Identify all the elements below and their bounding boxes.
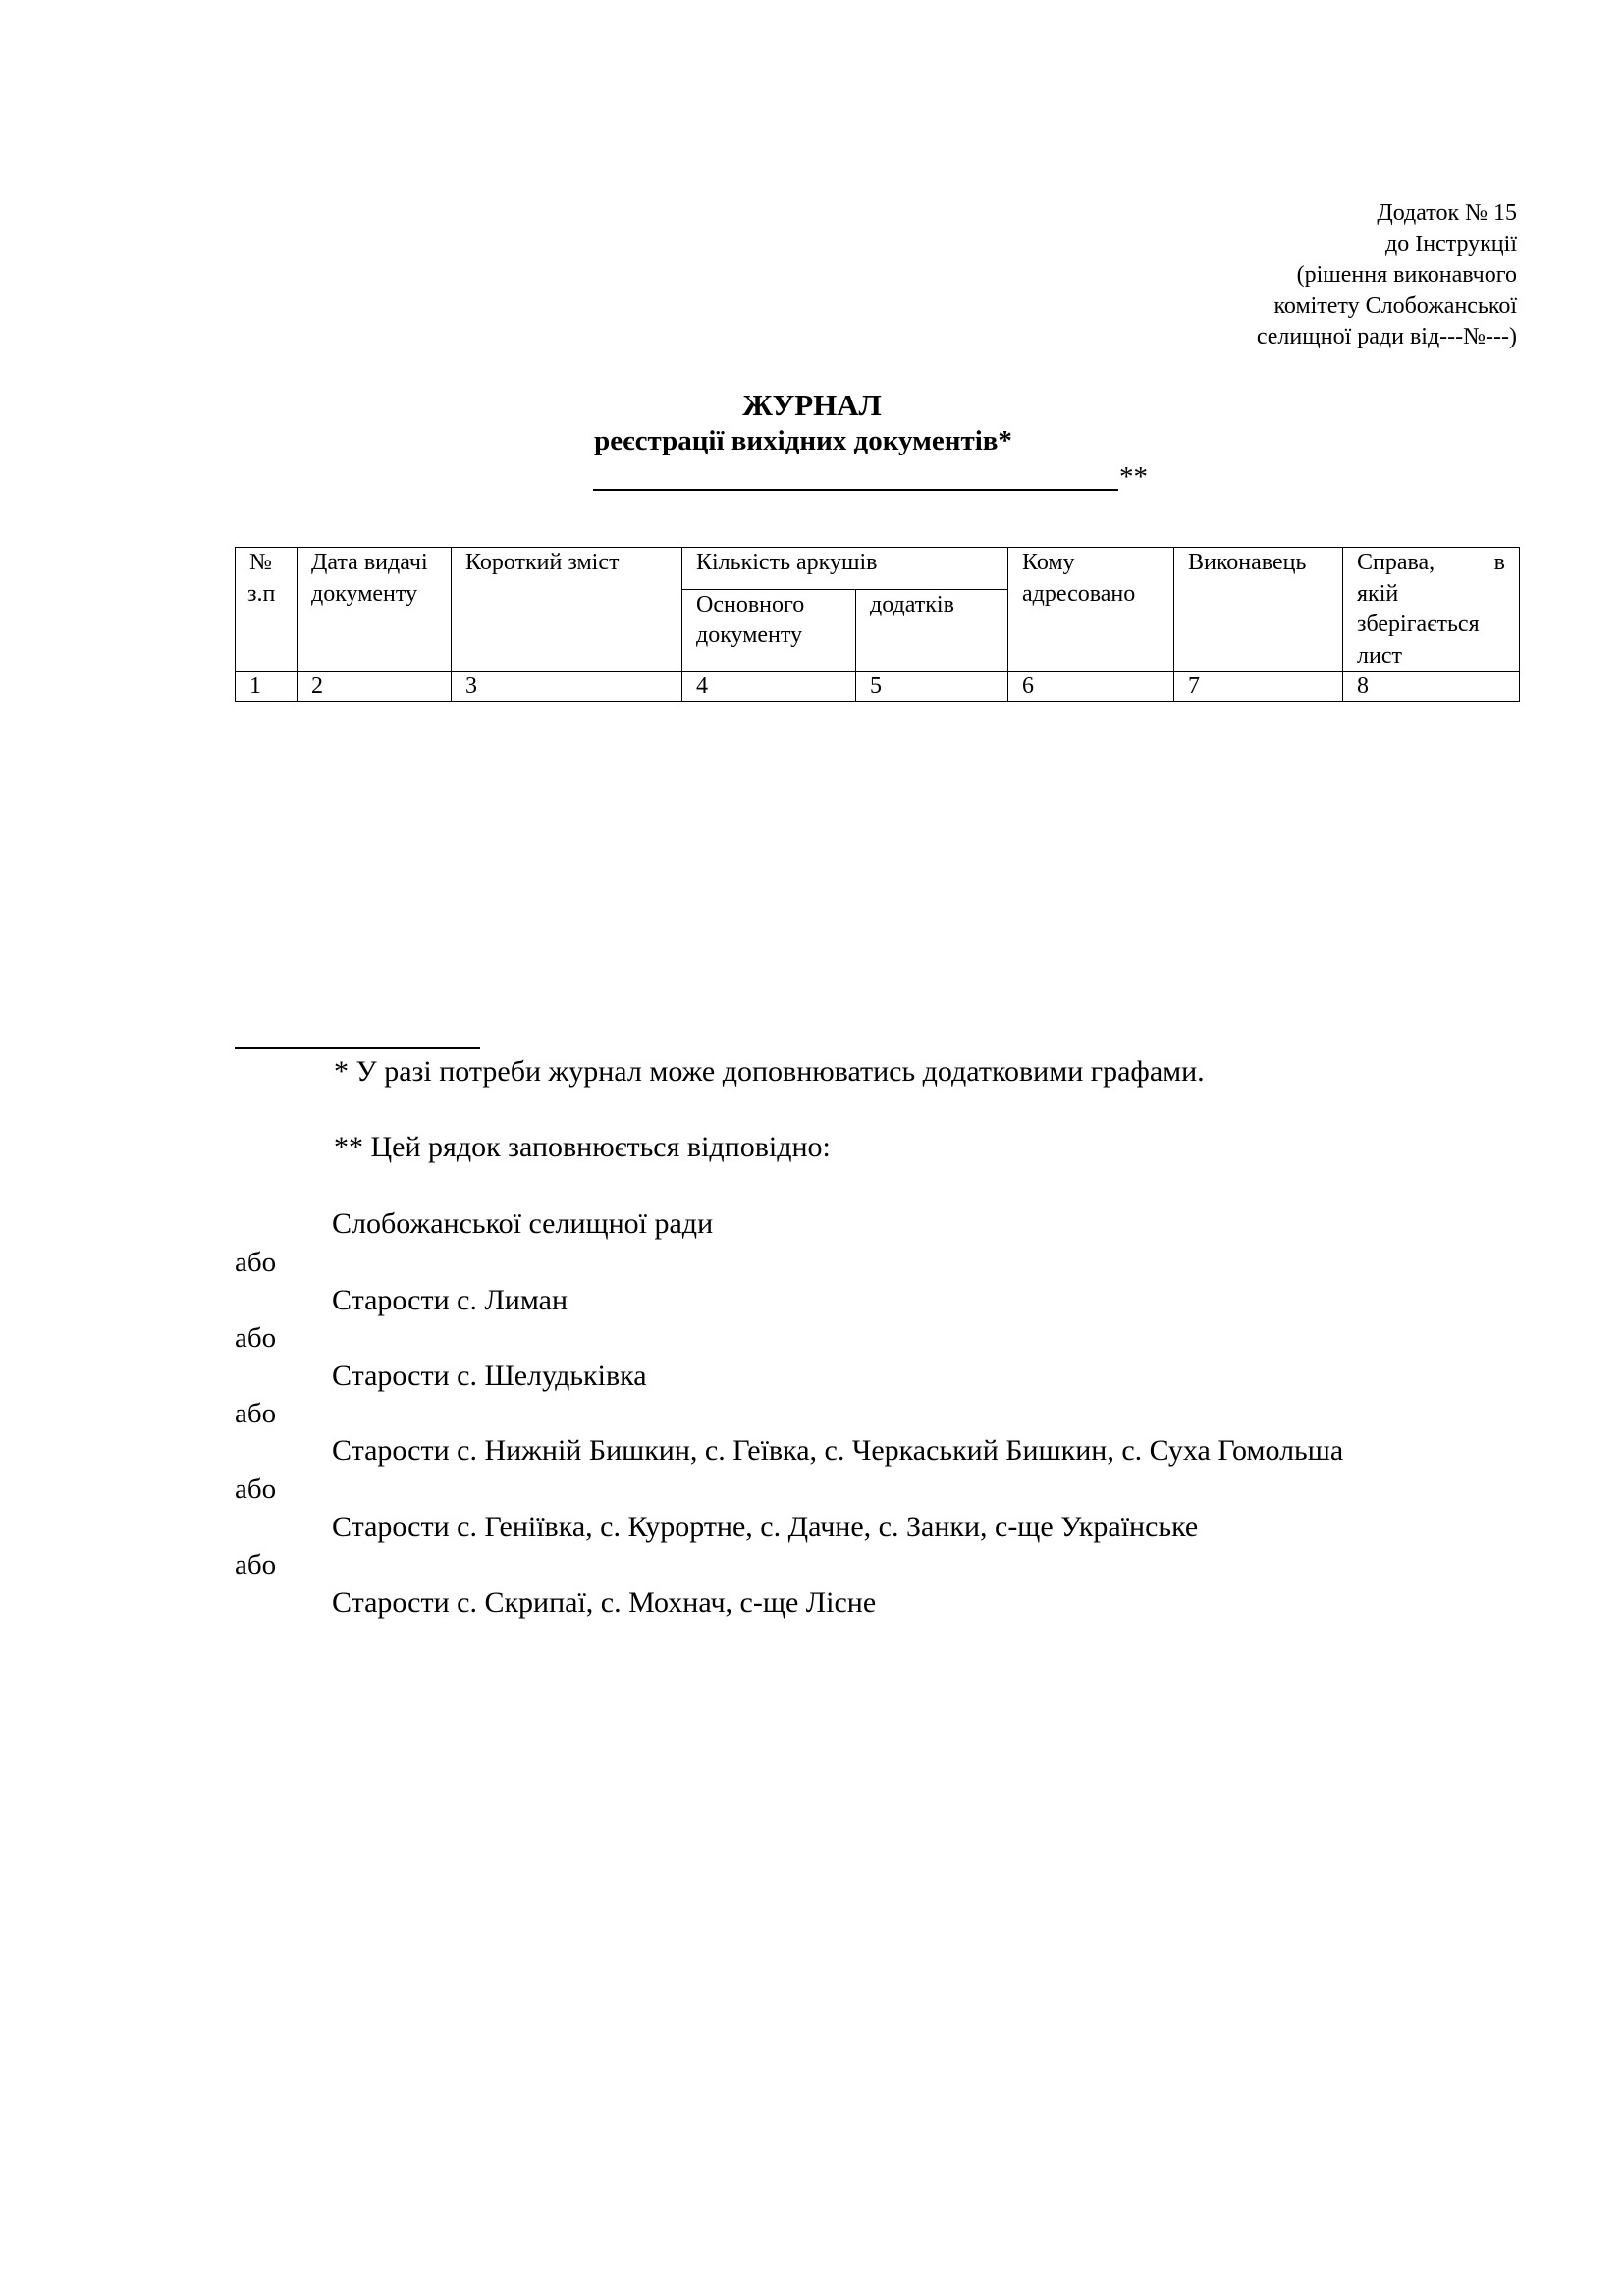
or-word: або bbox=[235, 1549, 277, 1580]
option-line: Старости с. Геніївка, с. Курортне, с. Дачне, с. Занки, с-ще Українське bbox=[332, 1511, 1199, 1543]
appendix-line: комітету Слобожанської bbox=[1273, 293, 1517, 319]
document-title bbox=[0, 388, 1624, 458]
header-sheet-count: Кількість аркушів bbox=[682, 548, 1008, 590]
title-subtitle: реєстрації вихідних документів* bbox=[594, 425, 1012, 456]
option-line: Слобожанської селищної ради bbox=[332, 1207, 714, 1240]
footnote-separator bbox=[235, 1047, 480, 1049]
journal-table bbox=[235, 547, 1520, 702]
or-word: або bbox=[235, 1247, 277, 1278]
footnote-2: ** Цей рядок заповнюється відповідно: bbox=[334, 1131, 831, 1163]
title-stars: ** bbox=[1119, 461, 1148, 493]
footnote-1: * У разі потреби журнал може доповнюватись додатковими графами. bbox=[334, 1055, 1205, 1088]
column-number: 5 bbox=[856, 672, 1008, 702]
header-main-document: Основного документу bbox=[682, 589, 856, 671]
header-case-file-line1 bbox=[1357, 548, 1505, 579]
header-attachments: додатків bbox=[856, 589, 1008, 671]
option-line: Старости с. Шелудьківка bbox=[332, 1360, 647, 1392]
appendix-line: Додаток № 15 bbox=[1377, 200, 1517, 226]
title-main: ЖУРНАЛ bbox=[742, 388, 882, 422]
header-executor: Виконавець bbox=[1174, 548, 1343, 672]
column-number: 6 bbox=[1008, 672, 1174, 702]
appendix-line: до Інструкції bbox=[1384, 231, 1517, 257]
header-addressee: Кому адресовано bbox=[1008, 548, 1174, 672]
header-case-file bbox=[1343, 548, 1520, 672]
option-line: Старости с. Лиман bbox=[332, 1284, 568, 1316]
option-line: Старости с. Нижній Бишкин, с. Геївка, с. Черкаський Бишкин, с. Суха Гомольша bbox=[332, 1434, 1344, 1467]
column-number: 7 bbox=[1174, 672, 1343, 702]
appendix-line: селищної ради від---№---) bbox=[1256, 324, 1517, 349]
header-case-file-rest: якій зберігається лист bbox=[1357, 580, 1480, 668]
appendix-note bbox=[1105, 198, 1517, 353]
option-line: Старости с. Скрипаї, с. Мохнач, с-ще Лісне bbox=[332, 1586, 877, 1619]
fill-in-line bbox=[593, 463, 1118, 491]
table-header-row bbox=[236, 548, 1520, 590]
column-number: 4 bbox=[682, 672, 856, 702]
table-column-numbers-row bbox=[236, 672, 1520, 702]
column-number: 1 bbox=[236, 672, 298, 702]
header-case-file-word: Справа, bbox=[1357, 550, 1435, 575]
or-word: або bbox=[235, 1473, 277, 1505]
header-number-sign: № bbox=[249, 550, 272, 575]
appendix-line: (рішення виконавчого bbox=[1296, 262, 1517, 288]
or-word: або bbox=[235, 1322, 277, 1354]
column-number: 2 bbox=[298, 672, 452, 702]
header-issue-date: Дата видачі документу bbox=[298, 548, 452, 672]
column-number: 3 bbox=[452, 672, 682, 702]
header-number bbox=[236, 548, 298, 672]
column-number: 8 bbox=[1343, 672, 1520, 702]
header-number-abbr: з.п bbox=[247, 580, 276, 607]
header-case-file-word: в bbox=[1493, 550, 1505, 575]
header-summary: Короткий зміст bbox=[452, 548, 682, 672]
or-word: або bbox=[235, 1398, 277, 1429]
